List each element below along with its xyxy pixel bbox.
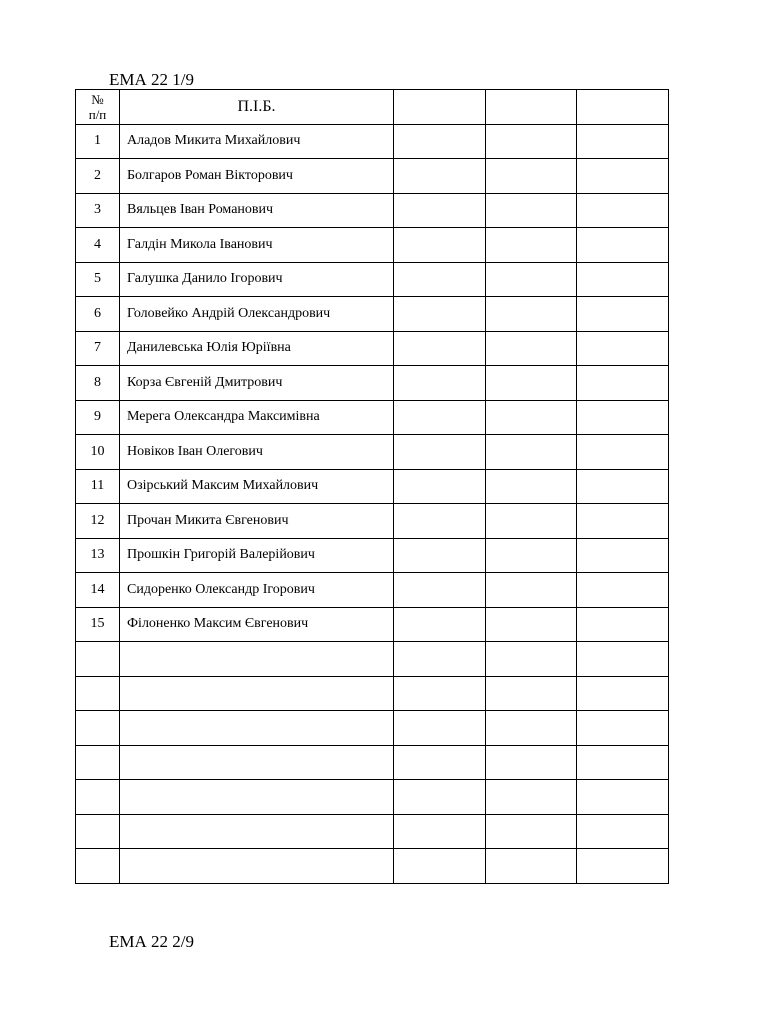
blank-cell-2 [486,193,577,228]
student-name-cell: Болгаров Роман Вікторович [120,159,394,194]
blank-cell-1 [394,849,486,884]
column-header-blank-1 [394,90,486,125]
row-number-cell [76,849,120,884]
student-name-cell: Аладов Микита Михайлович [120,124,394,159]
blank-cell-2 [486,676,577,711]
column-header-full-name: П.І.Б. [120,90,394,125]
column-header-blank-3 [577,90,669,125]
table-row [76,504,669,539]
blank-cell-1 [394,711,486,746]
blank-cell-3 [577,849,669,884]
column-header-number-sign: № [91,91,104,107]
student-name-cell: Філоненко Максим Євгенович [120,607,394,642]
row-number-cell: 6 [76,297,120,332]
student-name-cell [120,849,394,884]
blank-cell-3 [577,159,669,194]
student-name-cell: Мерега Олександра Максимівна [120,400,394,435]
row-number-cell [76,642,120,677]
table-row [76,469,669,504]
table-row [76,228,669,263]
student-name-cell: Сидоренко Олександр Ігорович [120,573,394,608]
row-number-cell: 5 [76,262,120,297]
table-row [76,297,669,332]
blank-cell-3 [577,435,669,470]
blank-cell-1 [394,642,486,677]
table-row [76,331,669,366]
student-name-cell: Данилевська Юлія Юріївна [120,331,394,366]
blank-cell-2 [486,780,577,815]
blank-cell-1 [394,504,486,539]
row-number-cell [76,676,120,711]
student-name-cell: Прошкін Григорій Валерійович [120,538,394,573]
row-number-cell [76,814,120,849]
blank-cell-1 [394,676,486,711]
blank-cell-3 [577,400,669,435]
blank-cell-1 [394,573,486,608]
blank-cell-3 [577,642,669,677]
blank-cell-1 [394,469,486,504]
blank-cell-3 [577,573,669,608]
student-name-cell: Прочан Микита Євгенович [120,504,394,539]
table-row [76,159,669,194]
table-row [76,780,669,815]
student-list-table-container [75,89,668,884]
blank-cell-2 [486,331,577,366]
row-number-cell [76,780,120,815]
blank-cell-3 [577,504,669,539]
blank-cell-1 [394,435,486,470]
row-number-cell: 15 [76,607,120,642]
blank-cell-3 [577,366,669,401]
table-header-row [76,90,669,125]
group-title-2: ЕМА 22 2/9 [109,932,194,951]
blank-cell-3 [577,193,669,228]
blank-cell-1 [394,814,486,849]
table-row [76,400,669,435]
blank-cell-1 [394,159,486,194]
blank-cell-3 [577,745,669,780]
table-row [76,711,669,746]
row-number-cell: 14 [76,573,120,608]
table-row [76,193,669,228]
blank-cell-3 [577,331,669,366]
blank-cell-2 [486,711,577,746]
blank-cell-2 [486,504,577,539]
blank-cell-2 [486,573,577,608]
student-list-table [75,89,669,884]
blank-cell-1 [394,124,486,159]
table-row [76,573,669,608]
blank-cell-2 [486,228,577,263]
student-name-cell: Головейко Андрій Олександрович [120,297,394,332]
student-name-cell [120,745,394,780]
blank-cell-2 [486,849,577,884]
blank-cell-1 [394,297,486,332]
row-number-cell: 7 [76,331,120,366]
row-number-cell: 13 [76,538,120,573]
student-name-cell [120,814,394,849]
blank-cell-2 [486,435,577,470]
table-row [76,435,669,470]
row-number-cell: 11 [76,469,120,504]
row-number-cell [76,745,120,780]
row-number-cell: 12 [76,504,120,539]
student-name-cell [120,676,394,711]
blank-cell-1 [394,193,486,228]
blank-cell-3 [577,469,669,504]
blank-cell-2 [486,400,577,435]
row-number-cell [76,711,120,746]
blank-cell-1 [394,262,486,297]
blank-cell-3 [577,538,669,573]
blank-cell-3 [577,297,669,332]
row-number-cell: 10 [76,435,120,470]
row-number-cell: 2 [76,159,120,194]
blank-cell-3 [577,262,669,297]
table-row [76,538,669,573]
blank-cell-1 [394,607,486,642]
blank-cell-3 [577,676,669,711]
column-header-blank-2 [486,90,577,125]
row-number-cell: 3 [76,193,120,228]
row-number-cell: 4 [76,228,120,263]
blank-cell-3 [577,607,669,642]
table-row [76,366,669,401]
blank-cell-3 [577,814,669,849]
column-header-number-abbr: п/п [88,106,107,122]
student-name-cell [120,642,394,677]
blank-cell-1 [394,400,486,435]
blank-cell-2 [486,642,577,677]
student-name-cell: Озірський Максим Михайлович [120,469,394,504]
blank-cell-2 [486,538,577,573]
blank-cell-3 [577,780,669,815]
table-row [76,676,669,711]
blank-cell-2 [486,366,577,401]
table-row [76,814,669,849]
blank-cell-2 [486,262,577,297]
table-row [76,124,669,159]
table-row [76,849,669,884]
blank-cell-1 [394,538,486,573]
row-number-cell: 1 [76,124,120,159]
blank-cell-3 [577,124,669,159]
blank-cell-1 [394,780,486,815]
blank-cell-2 [486,745,577,780]
table-row [76,745,669,780]
table-row [76,642,669,677]
table-row [76,262,669,297]
row-number-cell: 8 [76,366,120,401]
column-header-number [76,90,120,125]
blank-cell-1 [394,228,486,263]
blank-cell-1 [394,745,486,780]
table-body [76,124,669,883]
blank-cell-3 [577,711,669,746]
group-title-1: ЕМА 22 1/9 [109,70,194,89]
student-name-cell: Новіков Іван Олегович [120,435,394,470]
blank-cell-2 [486,124,577,159]
blank-cell-1 [394,331,486,366]
blank-cell-1 [394,366,486,401]
student-name-cell [120,780,394,815]
blank-cell-2 [486,297,577,332]
blank-cell-2 [486,814,577,849]
table-row [76,607,669,642]
blank-cell-3 [577,228,669,263]
student-name-cell: Вяльцев Іван Романович [120,193,394,228]
row-number-cell: 9 [76,400,120,435]
student-name-cell [120,711,394,746]
blank-cell-2 [486,607,577,642]
blank-cell-2 [486,469,577,504]
student-name-cell: Корза Євгеній Дмитрович [120,366,394,401]
blank-cell-2 [486,159,577,194]
student-name-cell: Галдін Микола Іванович [120,228,394,263]
student-name-cell: Галушка Данило Ігорович [120,262,394,297]
